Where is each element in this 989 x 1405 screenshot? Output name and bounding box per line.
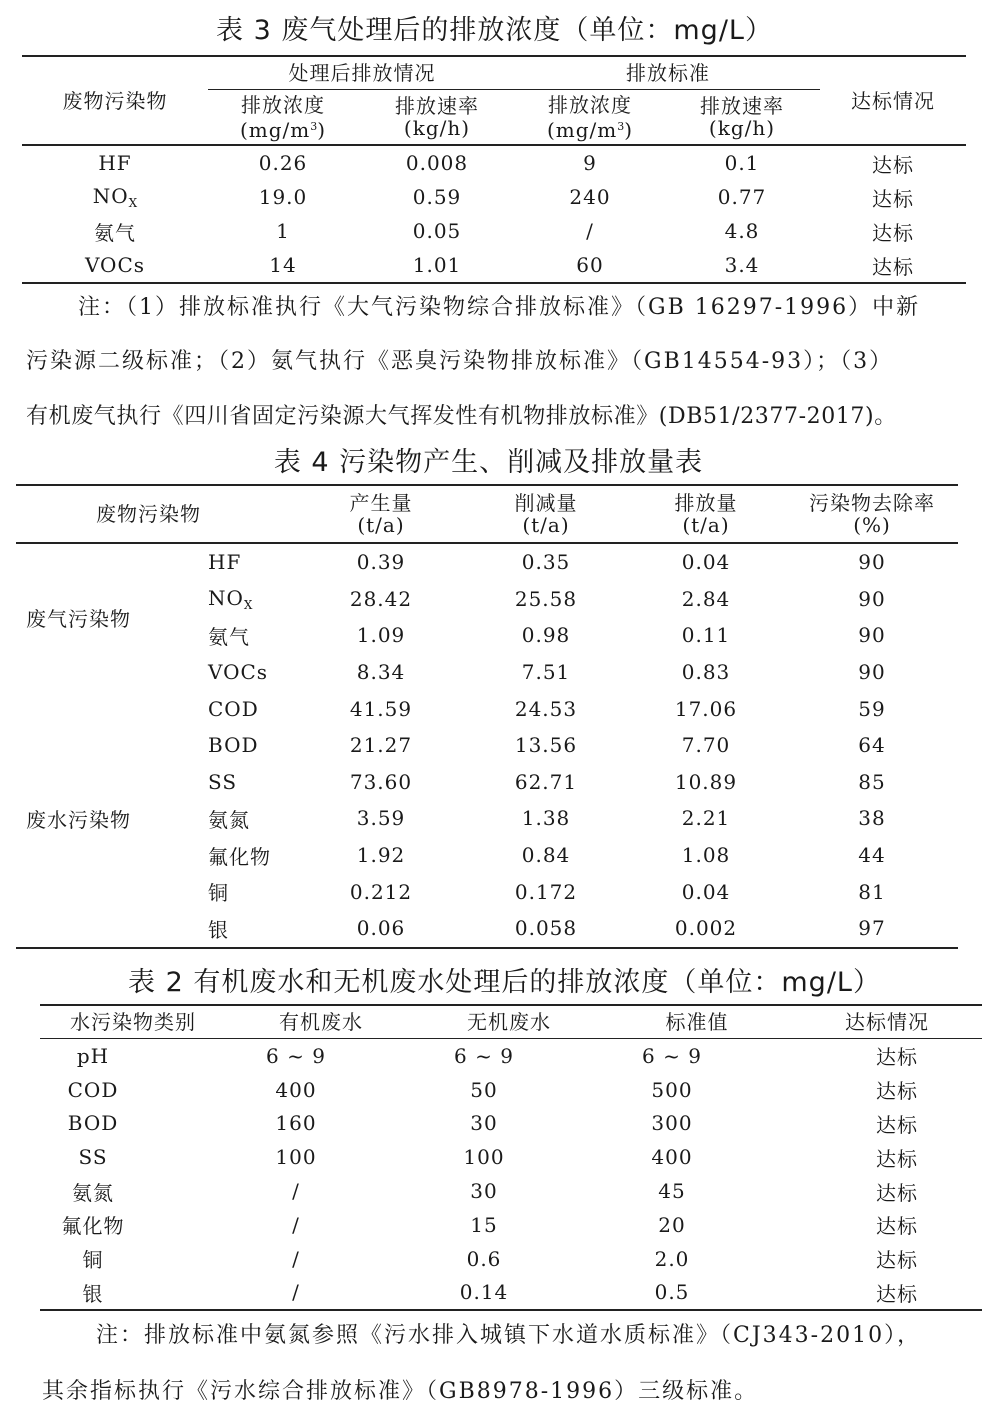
cell-emitted: 1.08 <box>681 843 731 868</box>
cell-standard: 20 <box>658 1212 686 1237</box>
cell-standard: 45 <box>658 1179 686 1204</box>
cell-status: 达标 <box>876 1248 918 1273</box>
cell-organic: / <box>292 1246 300 1271</box>
cell-produced: 21.27 <box>349 733 413 758</box>
col-header-category: 水污染物类别 <box>40 1005 226 1039</box>
col-header-organic: 有机废水 <box>226 1005 416 1039</box>
cell-category: BOD <box>67 1111 119 1136</box>
cell-removal-rate: 85 <box>858 769 886 794</box>
cell-removal-rate: 90 <box>858 623 886 648</box>
table-row <box>40 1276 982 1311</box>
table-row <box>16 654 958 691</box>
cell-category: 氨氮 <box>72 1180 114 1205</box>
cell-emitted: 2.84 <box>681 586 731 611</box>
cell-pollutant: HF <box>208 550 242 575</box>
col-header-rate: 排放速率 (kg/h) <box>358 90 516 146</box>
cell-produced: 1.92 <box>356 843 406 868</box>
group-label-gas: 废气污染物 <box>26 606 131 631</box>
cell-std-rate: 4.8 <box>724 219 760 243</box>
table-row <box>22 248 966 283</box>
cell-std-conc: / <box>586 219 594 243</box>
cell-produced: 28.42 <box>349 586 413 611</box>
col-header-std-rate: 排放速率 (kg/h) <box>664 90 820 146</box>
cell-rate: 0.008 <box>405 151 469 175</box>
cell-reduced: 0.172 <box>514 879 578 904</box>
cell-reduced: 0.35 <box>521 550 571 575</box>
cell-category: COD <box>67 1077 119 1102</box>
cell-std-conc: 240 <box>569 185 611 209</box>
cell-emitted: 17.06 <box>674 696 738 721</box>
cell-std-rate: 3.4 <box>724 253 760 277</box>
col-header-status: 达标情况 <box>820 56 966 145</box>
cell-produced: 0.06 <box>356 916 406 941</box>
table3-emission-concentration <box>22 55 966 284</box>
cell-removal-rate: 44 <box>858 843 886 868</box>
cell-rate: 1.01 <box>412 253 462 277</box>
cell-reduced: 0.84 <box>521 843 571 868</box>
table-row <box>16 910 958 948</box>
cell-reduced: 0.98 <box>521 623 571 648</box>
cell-emitted: 2.21 <box>681 806 731 831</box>
cell-pollutant: SS <box>208 769 238 794</box>
table3-note-line-3: 有机废气执行《四川省固定污染源大气挥发性有机物排放标准》(DB51/2377-2017)。 <box>26 404 897 429</box>
cell-emitted: 10.89 <box>674 769 738 794</box>
cell-organic: 160 <box>275 1111 317 1136</box>
cell-pollutant: 氨气 <box>208 624 250 649</box>
cell-status: 达标 <box>876 1079 918 1104</box>
cell-conc: 19.0 <box>258 185 308 209</box>
cell-organic: / <box>292 1179 300 1204</box>
cell-standard: 500 <box>651 1077 693 1102</box>
cell-inorganic: 100 <box>463 1145 505 1170</box>
cell-removal-rate: 90 <box>858 660 886 685</box>
table-row <box>40 1073 982 1107</box>
cell-pollutant: 铜 <box>208 881 229 906</box>
cell-pollutant: HF <box>98 151 132 175</box>
cell-produced: 73.60 <box>349 769 413 794</box>
table-row <box>16 617 958 654</box>
cell-std-rate: 0.77 <box>717 185 767 209</box>
table2-title: 表 2 有机废水和无机废水处理后的排放浓度（单位：mg/L） <box>128 967 881 998</box>
cell-organic: / <box>292 1212 300 1237</box>
cell-organic: 400 <box>275 1077 317 1102</box>
cell-pollutant: BOD <box>208 733 259 758</box>
cell-produced: 41.59 <box>349 696 413 721</box>
col-header-conc: 排放浓度 $(mg/m^3)$ <box>208 90 358 146</box>
cell-standard: 0.5 <box>654 1280 690 1305</box>
cell-removal-rate: 38 <box>858 806 886 831</box>
cell-standard: 6 ~ 9 <box>642 1043 702 1068</box>
table-row <box>40 1174 982 1208</box>
cell-reduced: 13.56 <box>514 733 578 758</box>
col-header-reduced: 削减量 (t/a) <box>466 485 626 543</box>
cell-produced: 1.09 <box>356 623 406 648</box>
cell-std-conc: 60 <box>576 253 604 277</box>
table2-wastewater-concentration <box>40 1004 982 1311</box>
table-row <box>16 543 958 581</box>
cell-inorganic: 30 <box>470 1111 498 1136</box>
cell-reduced: 7.51 <box>521 660 571 685</box>
cell-category: SS <box>78 1145 108 1170</box>
cell-status: 达标 <box>876 1045 918 1070</box>
cell-emitted: 0.11 <box>681 623 731 648</box>
table-row <box>22 145 966 180</box>
cell-inorganic: 50 <box>470 1077 498 1102</box>
col-header-pollutant: 废物污染物 <box>16 485 296 543</box>
cell-reduced: 0.058 <box>514 916 578 941</box>
table-row <box>16 581 958 618</box>
cell-inorganic: 30 <box>470 1179 498 1204</box>
cell-emitted: 7.70 <box>681 733 731 758</box>
cell-status: 达标 <box>876 1112 918 1137</box>
cell-std-rate: 0.1 <box>724 151 760 175</box>
table3-title: 表 3 废气处理后的排放浓度（单位：mg/L） <box>216 15 773 46</box>
cell-organic: / <box>292 1280 300 1305</box>
cell-standard: 400 <box>651 1145 693 1170</box>
table-row <box>16 690 958 727</box>
cell-status: 达标 <box>876 1281 918 1306</box>
cell-produced: 0.212 <box>349 879 413 904</box>
cell-category: 银 <box>82 1281 104 1306</box>
col-group-after-treatment: 处理后排放情况 <box>208 56 516 90</box>
cell-pollutant: VOCs <box>208 660 269 685</box>
cell-pollutant: 氨气 <box>94 220 136 245</box>
col-header-standard: 标准值 <box>602 1005 792 1039</box>
cell-status: 达标 <box>876 1180 918 1205</box>
cell-status: 达标 <box>872 220 914 245</box>
cell-standard: 2.0 <box>654 1246 690 1271</box>
table4-title: 表 4 污染物产生、削减及排放量表 <box>273 447 704 478</box>
cell-pollutant: 银 <box>208 917 229 942</box>
cell-organic: 100 <box>275 1145 317 1170</box>
table-row <box>40 1039 982 1073</box>
cell-category: 氟化物 <box>61 1214 125 1239</box>
table2-note-line-2: 其余指标执行《污水综合排放标准》（GB8978-1996）三级标准。 <box>42 1379 759 1404</box>
table-row <box>22 180 966 214</box>
cell-pollutant: $NO_X$ <box>92 184 138 210</box>
cell-conc: 1 <box>276 219 290 243</box>
table-row <box>40 1242 982 1276</box>
table-row <box>22 214 966 248</box>
cell-std-conc: 9 <box>583 151 597 175</box>
cell-pollutant: $NO_X$ <box>208 585 253 612</box>
group-label-water: 废水污染物 <box>26 807 131 832</box>
cell-inorganic: 15 <box>470 1212 498 1237</box>
cell-conc: 0.26 <box>258 151 308 175</box>
cell-status: 达标 <box>872 152 914 177</box>
table-row <box>40 1208 982 1242</box>
cell-emitted: 0.83 <box>681 660 731 685</box>
col-header-status: 达标情况 <box>792 1005 982 1039</box>
cell-rate: 0.59 <box>412 185 462 209</box>
cell-removal-rate: 90 <box>858 550 886 575</box>
cell-standard: 300 <box>651 1111 693 1136</box>
cell-pollutant: 氟化物 <box>208 844 271 869</box>
col-header-pollutant: 废物污染物 <box>22 56 208 145</box>
table-row <box>40 1140 982 1174</box>
cell-category: 铜 <box>82 1248 104 1273</box>
table-row <box>16 837 958 874</box>
cell-pollutant: 氨氮 <box>208 807 250 832</box>
cell-removal-rate: 64 <box>858 733 886 758</box>
cell-produced: 3.59 <box>356 806 406 831</box>
cell-removal-rate: 97 <box>858 916 886 941</box>
cell-pollutant: VOCs <box>84 253 146 277</box>
table2-note-line-1: 注：排放标准中氨氮参照《污水排入城镇下水道水质标准》（CJ343-2010）， <box>96 1323 922 1348</box>
cell-removal-rate: 59 <box>858 696 886 721</box>
cell-emitted: 0.002 <box>674 916 738 941</box>
cell-reduced: 1.38 <box>521 806 571 831</box>
cell-status: 达标 <box>876 1146 918 1171</box>
cell-produced: 0.39 <box>356 550 406 575</box>
col-group-standard: 排放标准 <box>516 56 820 90</box>
cell-emitted: 0.04 <box>681 550 731 575</box>
cell-rate: 0.05 <box>412 219 462 243</box>
cell-inorganic: 6 ~ 9 <box>454 1043 514 1068</box>
cell-removal-rate: 81 <box>858 879 886 904</box>
cell-reduced: 24.53 <box>514 696 578 721</box>
table3-note-line-1: 注：（1）排放标准执行《大气污染物综合排放标准》（GB 16297-1996）中新 <box>78 295 921 320</box>
cell-pollutant: COD <box>208 696 259 721</box>
cell-organic: 6 ~ 9 <box>266 1043 326 1068</box>
col-header-produced: 产生量 (t/a) <box>296 485 466 543</box>
col-header-emitted: 排放量 (t/a) <box>626 485 786 543</box>
cell-produced: 8.34 <box>356 660 406 685</box>
table-row <box>40 1107 982 1141</box>
table-row <box>16 800 958 837</box>
cell-status: 达标 <box>876 1214 918 1239</box>
cell-status: 达标 <box>872 186 914 211</box>
cell-emitted: 0.04 <box>681 879 731 904</box>
col-header-inorganic: 无机废水 <box>416 1005 602 1039</box>
cell-inorganic: 0.14 <box>459 1280 509 1305</box>
cell-removal-rate: 90 <box>858 586 886 611</box>
col-header-removal-rate: 污染物去除率 (%) <box>786 485 958 543</box>
table3-note-line-2: 污染源二级标准；（2）氨气执行《恶臭污染物排放标准》（GB14554-93）；（3） <box>26 349 894 374</box>
table-row <box>16 873 958 910</box>
table-row <box>16 727 958 764</box>
cell-reduced: 25.58 <box>514 586 578 611</box>
cell-reduced: 62.71 <box>514 769 578 794</box>
cell-category: pH <box>76 1043 110 1068</box>
cell-status: 达标 <box>872 254 914 279</box>
col-header-std-conc: 排放浓度 $(mg/m^3)$ <box>516 90 664 146</box>
cell-conc: 14 <box>269 253 297 277</box>
cell-inorganic: 0.6 <box>466 1246 502 1271</box>
table4-pollutant-amounts <box>16 484 958 949</box>
table-row <box>16 764 958 801</box>
